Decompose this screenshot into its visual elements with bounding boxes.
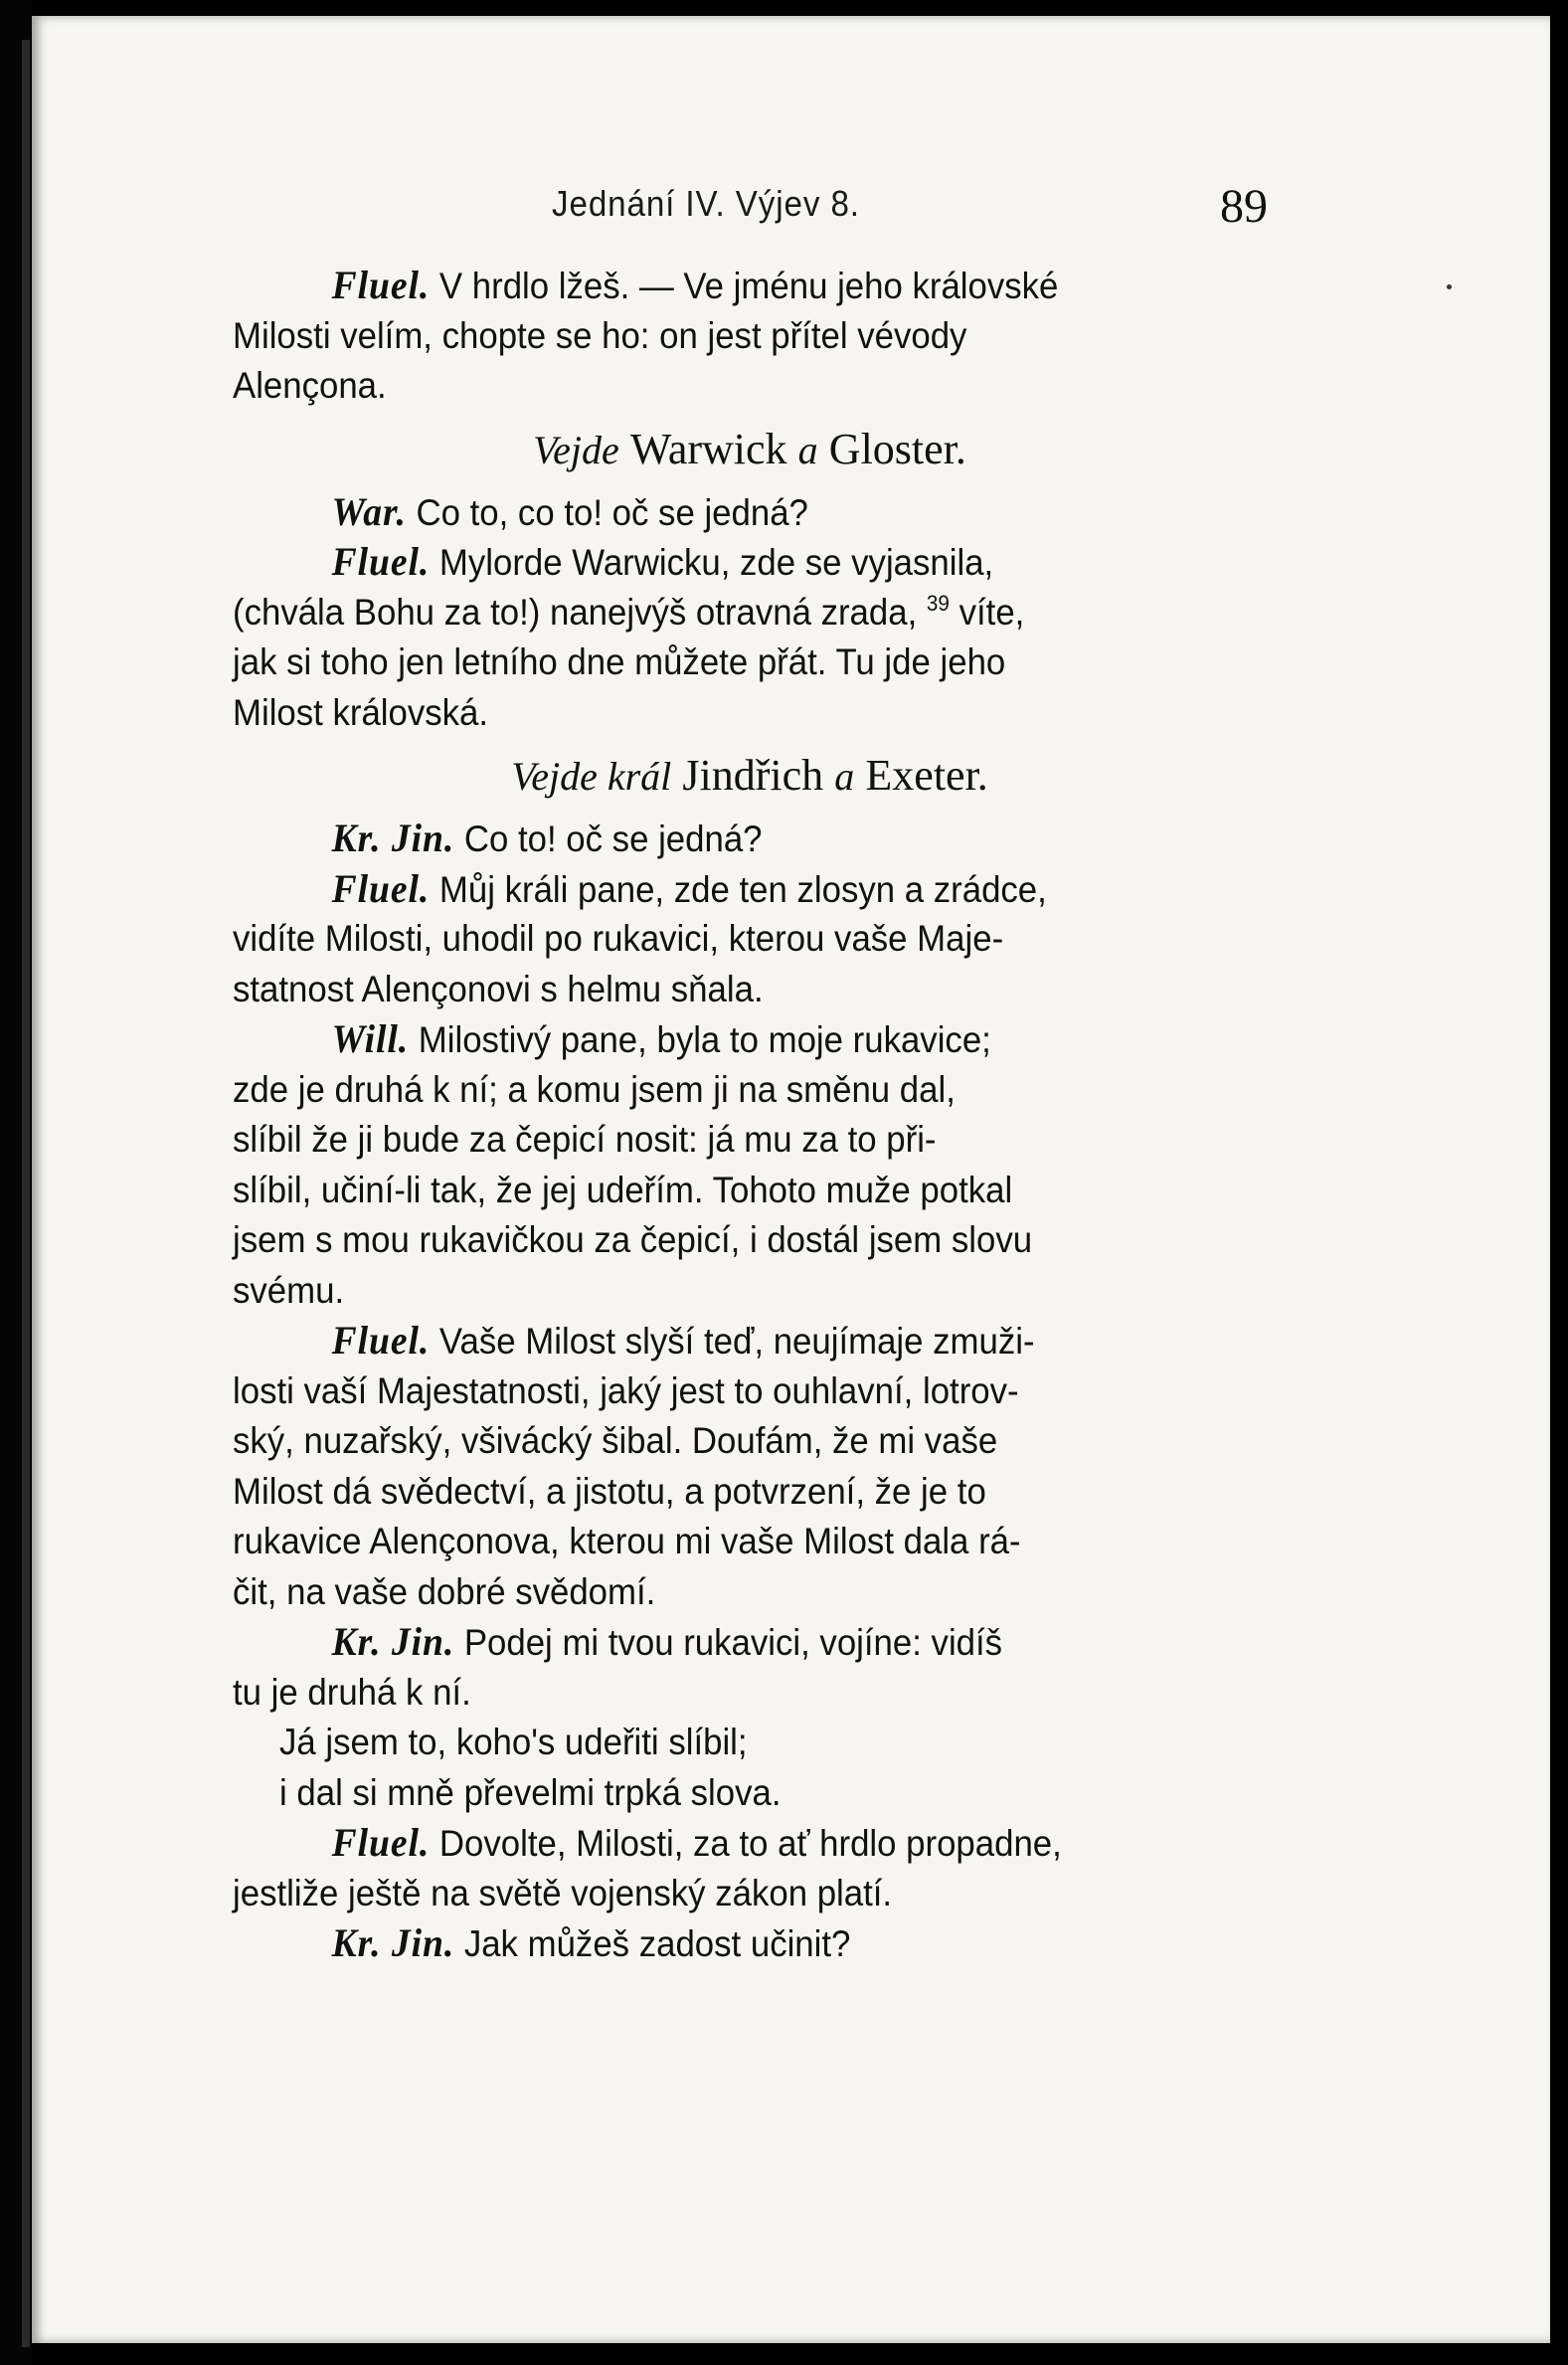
text-line: Milost královská.	[233, 691, 489, 733]
text-line: Milost dá svědectví, a jistotu, a potvrzení, že je to	[233, 1470, 986, 1512]
text-line: zde je druhá k ní; a komu jsem ji na směnu dal,	[233, 1068, 956, 1110]
stage-direction: Vejde Warwick a Gloster.	[533, 424, 966, 473]
speaker-name: Fluel.	[331, 539, 431, 584]
text-line: slíbil že ji bude za čepicí nosit: já mu za to při-	[233, 1119, 937, 1160]
speaker-name: Fluel.	[331, 263, 431, 307]
text-line: Kr. Jin. Podej mi tvou rukavici, vojíne: vidíš	[331, 1619, 1003, 1664]
speaker-name: Fluel.	[331, 865, 431, 911]
spine-strip	[22, 40, 30, 2347]
speaker-name: Kr. Jin.	[331, 1619, 455, 1664]
page-header	[552, 179, 1268, 249]
footnote-marker: 39	[926, 590, 950, 616]
text-line: Alençona.	[233, 365, 387, 406]
text-line: Will. Milostivý pane, byla to moje rukavice;	[331, 1016, 991, 1061]
text-line: jak si toho jen letního dne můžete přát. Tu jde jeho	[233, 641, 1006, 682]
text-line: Fluel. Mylorde Warwicku, zde se vyjasnila,	[331, 539, 994, 584]
paper-speck	[1447, 284, 1452, 289]
body-text	[233, 261, 1267, 1969]
text-line: jestliže ještě na světě vojenský zákon platí.	[233, 1872, 893, 1913]
text-line: Fluel. Můj králi pane, zde ten zlosyn a zrádce,	[331, 865, 1047, 911]
text-line: War. Co to, co to! oč se jedná?	[331, 488, 808, 534]
text-line: ský, nuzařský, všivácký šibal. Doufám, že mi vaše	[233, 1420, 998, 1461]
speaker-name: Will.	[331, 1016, 410, 1061]
speaker-name: Kr. Jin.	[331, 1920, 455, 1965]
speaker-name: Fluel.	[331, 1820, 431, 1865]
text-line: Fluel. Vaše Milost slyší teď, neujímaje zmuži-	[331, 1318, 1035, 1363]
speaker-name: Kr. Jin.	[331, 816, 455, 860]
speaker-name: War.	[331, 488, 407, 534]
speaker-name: Fluel.	[331, 1318, 431, 1363]
text-line: vidíte Milosti, uhodil po rukavici, kterou vaše Maje-	[233, 918, 1004, 959]
text-line: Kr. Jin. Jak můžeš zadost učinit?	[331, 1920, 851, 1965]
text-line: statnost Alençonovi s helmu sňala.	[233, 968, 764, 1009]
text-line: (chvála Bohu za to!) nanejvýš otravná zrada, $^{39}$ víte,	[233, 590, 1025, 633]
verse-line: i dal si mně převelmi trpká slova.	[279, 1771, 782, 1813]
text-line: Fluel. V hrdlo lžeš. — Ve jménu jeho královské	[331, 263, 1059, 307]
text-line: jsem s mou rukavičkou za čepicí, i dostál jsem slovu	[233, 1219, 1033, 1260]
text-line: slíbil, učiní-li tak, že jej udeřím. Tohoto muže potkal	[233, 1169, 1013, 1210]
running-title: Jednání IV. Výjev 8.	[552, 183, 860, 224]
verse-line: Já jsem to, koho's udeřiti slíbil;	[279, 1722, 748, 1762]
text-line: Kr. Jin. Co to! oč se jedná?	[331, 816, 763, 860]
text-line: losti vaší Majestatnosti, jaký jest to ouhlavní, lotrov-	[233, 1369, 1019, 1411]
book-spine-shadow	[0, 0, 32, 2365]
text-line: čit, na vaše dobré svědomí.	[233, 1570, 656, 1612]
page-number: 89	[1220, 180, 1268, 233]
stage-direction: Vejde král Jindřich a Exeter.	[511, 751, 988, 800]
text-line: tu je druhá k ní.	[233, 1671, 471, 1713]
text-line: Milosti velím, chopte se ho: on jest přítel vévody	[233, 314, 967, 356]
text-line: Fluel. Dovolte, Milosti, za to ať hrdlo propadne,	[331, 1820, 1062, 1865]
text-line: svému.	[233, 1269, 345, 1311]
text-line: rukavice Alençonova, kterou mi vaše Milost dala rá-	[233, 1521, 1021, 1561]
